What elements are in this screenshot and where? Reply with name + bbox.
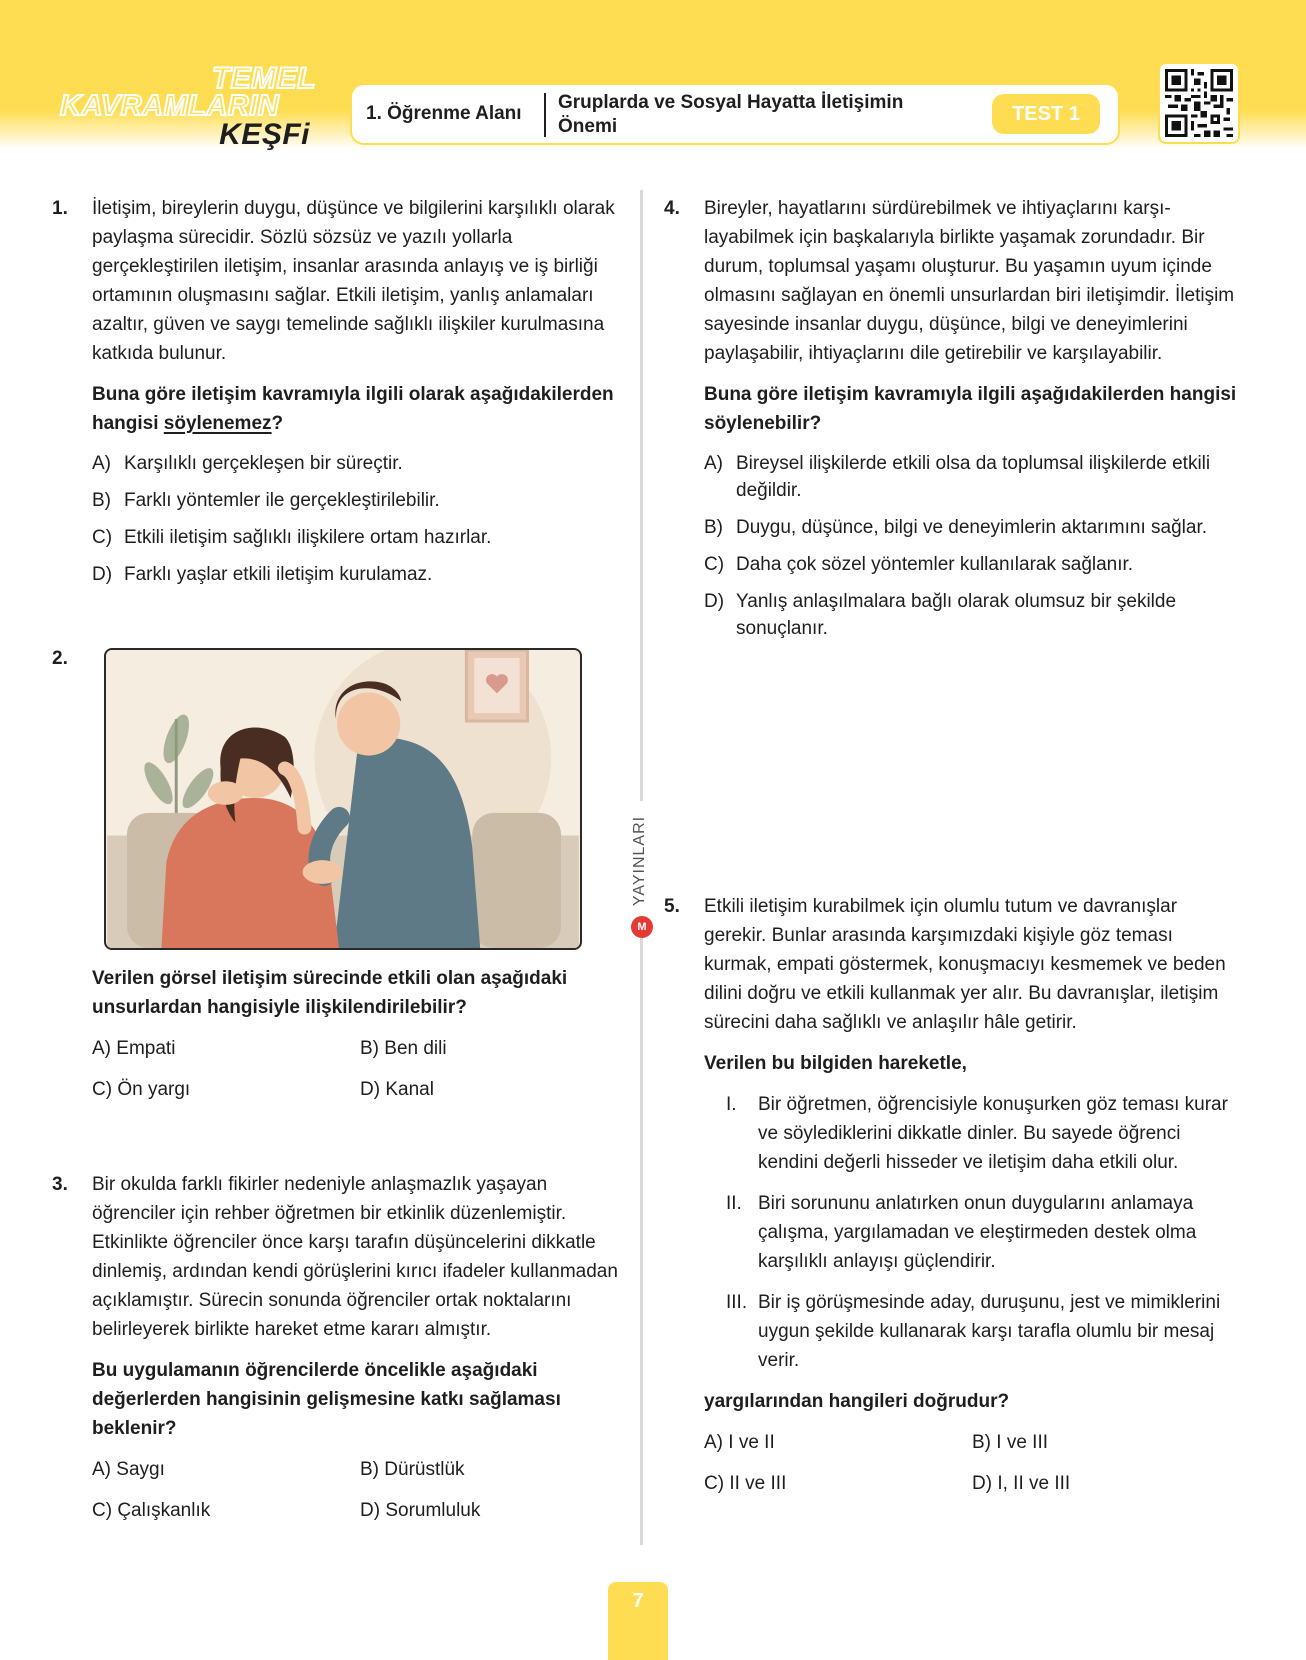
option-a[interactable]: A) Karşılıklı gerçekleşen bir süreçtir. (92, 453, 403, 474)
series-logo (60, 62, 320, 152)
option-d[interactable]: D) Yanlış anlaşılmalara bağlı olarak olumsuz bir şekilde sonuçlanır. (704, 591, 1177, 639)
header-bar (350, 83, 1120, 145)
options-grid (704, 1428, 1244, 1498)
question-number: 5. (664, 896, 680, 917)
options-grid (92, 1455, 622, 1525)
question-passage: Bir okulda farklı fikirler nedeniyle anlaşmazlık yaşayan öğrenciler için rehber öğretmen bir etkinlik düzenlemiştir. Etkinlikte öğrenciler önce karşı tarafın düşüncelerini dikkatle dinlemiş, ardından kendi görüşlerini kırıcı ifadeler kullanmadan açıklamıştır. Sürecin sonunda öğrenciler ortak noktalarını belirleyerek birlikte hareket etme kararı almıştır. (92, 1174, 618, 1340)
question-stem: Verilen görsel iletişim sürecinde etkili olan aşağıdaki unsurlardan hangisiyle ilişkilendirilebilir? (92, 968, 568, 1018)
option-c[interactable]: C) Ön yargı (92, 1079, 191, 1100)
header-separator (544, 93, 546, 137)
topic-title: Gruplarda ve Sosyal Hayatta İletişimin Önemi (558, 92, 904, 137)
option-d[interactable]: D) Sorumluluk (360, 1500, 481, 1521)
statement-3: III. Bir iş görüşmesinde aday, duruşunu, jest ve mimiklerini uygun şekilde kullanarak karşı tarafla olumlu bir mesaj verir. (726, 1292, 1221, 1371)
option-a[interactable]: A) Empati (92, 1038, 176, 1059)
question-number: 2. (52, 648, 68, 669)
statement-2: II. Biri sorununu anlatırken onun duygularını anlamaya çalışma, yargılamadan ve eleştirmeden destek olma karşılıklı anlayışı güçlendirir. (726, 1193, 1197, 1272)
test-badge: TEST 1 (992, 94, 1100, 134)
option-b[interactable]: B) Ben dili (360, 1038, 447, 1059)
question-stem: Buna göre iletişim kavramıyla ilgili olarak aşağıdakilerden hangisi söylenemez? (92, 384, 614, 434)
negation-underline: söylenemez (163, 413, 272, 434)
question-stem: Bu uygulamanın öğrencilerde öncelikle aşağıdaki değerlerden hangisinin gelişmesine katkı sağlaması beklenir? (92, 1360, 561, 1439)
option-b[interactable]: B) Dürüstlük (360, 1459, 465, 1480)
option-d[interactable]: D) I, II ve III (972, 1473, 1071, 1494)
option-d[interactable]: D) Farklı yaşlar etkili iletişim kurulamaz. (92, 564, 433, 585)
option-a[interactable]: A) Bireysel ilişkilerde etkili olsa da toplumsal ilişkilerde etkili değildir. (704, 453, 1211, 501)
question-number: 4. (664, 198, 680, 219)
option-b[interactable]: B) I ve III (972, 1432, 1049, 1453)
question-number: 1. (52, 198, 68, 219)
question-passage: Etkili iletişim kurabilmek için olumlu tutum ve davranışlar gerekir. Bunlar arasında karşımızdaki kişiyle göz teması kurmak, empati göstermek, konuşmacıyı kesmemek ve beden dilini doğru ve etkili kullanmak yer alır. Bu davranışlar, iletişim sürecini daha sağlıklı ve anlaşılır hâle getirir. (704, 896, 1226, 1033)
logo-line-1: TEMEL (211, 62, 316, 95)
statement-1: I. Bir öğretmen, öğrencisiyle konuşurken göz teması kurar ve söylediklerini dikkatle dinler. Bu sayede öğrenci kendini değerli hisseder ve iletişim daha etkili olur. (726, 1094, 1228, 1173)
learning-area: 1. Öğrenme Alanı (366, 103, 522, 124)
qr-code-icon[interactable] (1158, 62, 1240, 144)
question-passage: Bireyler, hayatlarını sürdürebilmek ve ihtiyaçlarını karşılayabilmek için başkalarıyla birlikte yaşamak zorundadır. Bir durum, toplumsal yaşamı oluşturur. Bu yaşamın uyum içinde olmasını sağlayan en önemli unsurlardan biri iletişimdir. İletişim sayesinde insanlar duygu, düşünce, bilgi ve deneyimlerini paylaşabilir, ihtiyaçlarını dile getirebilir ve karşılayabilir. (704, 198, 1235, 364)
option-a[interactable]: A) Saygı (92, 1459, 165, 1480)
option-a[interactable]: A) I ve II (704, 1432, 775, 1453)
option-c[interactable]: C) Çalışkanlık (92, 1500, 211, 1521)
question-passage: İletişim, bireylerin duygu, düşünce ve bilgilerini karşılıklı olarak paylaşma sürecidir. Sözlü sözsüz ve yazılı yollarla gerçekleştirilen iletişim, insanlar arasında anlayış ve iş birliği ortamının oluşmasını sağlar. Etkili iletişim, yanlış anlamaları azaltır, güven ve saygı temelinde sağlıklı ilişkiler kurulmasına katkıda bulunur. (92, 198, 615, 364)
publisher-mark (628, 810, 658, 940)
options-grid (92, 1034, 622, 1104)
option-b[interactable]: B) Duygu, düşünce, bilgi ve deneyimlerin aktarımını sağlar. (704, 517, 1208, 538)
question-stem: Buna göre iletişim kavramıyla ilgili aşağıdakilerden hangisi söylenebilir? (704, 384, 1237, 434)
logo-line-2: KAVRAMLARIN (60, 90, 280, 122)
qr-code-graphic (1165, 69, 1233, 137)
publisher-logo-icon: M (631, 916, 653, 938)
question-intro: Verilen bu bilgiden hareketle, (704, 1053, 967, 1074)
question-number: 3. (52, 1174, 68, 1195)
option-c[interactable]: C) Etkili iletişim sağlıklı ilişkilere ortam hazırlar. (92, 527, 492, 548)
question-stem: yargılarından hangileri doğrudur? (704, 1391, 1010, 1412)
option-b[interactable]: B) Farklı yöntemler ile gerçekleştirilebilir. (92, 490, 440, 511)
logo-line-3: KEŞFi (219, 118, 310, 151)
page-number: 7 (608, 1582, 668, 1660)
option-d[interactable]: D) Kanal (360, 1079, 434, 1100)
option-c[interactable]: C) II ve III (704, 1473, 787, 1494)
publisher-text: YAYINLARI (631, 801, 649, 921)
comforting-couple-illustration (104, 648, 582, 950)
illustration-graphic (106, 650, 580, 948)
option-c[interactable]: C) Daha çok sözel yöntemler kullanılarak sağlanır. (704, 554, 1134, 575)
